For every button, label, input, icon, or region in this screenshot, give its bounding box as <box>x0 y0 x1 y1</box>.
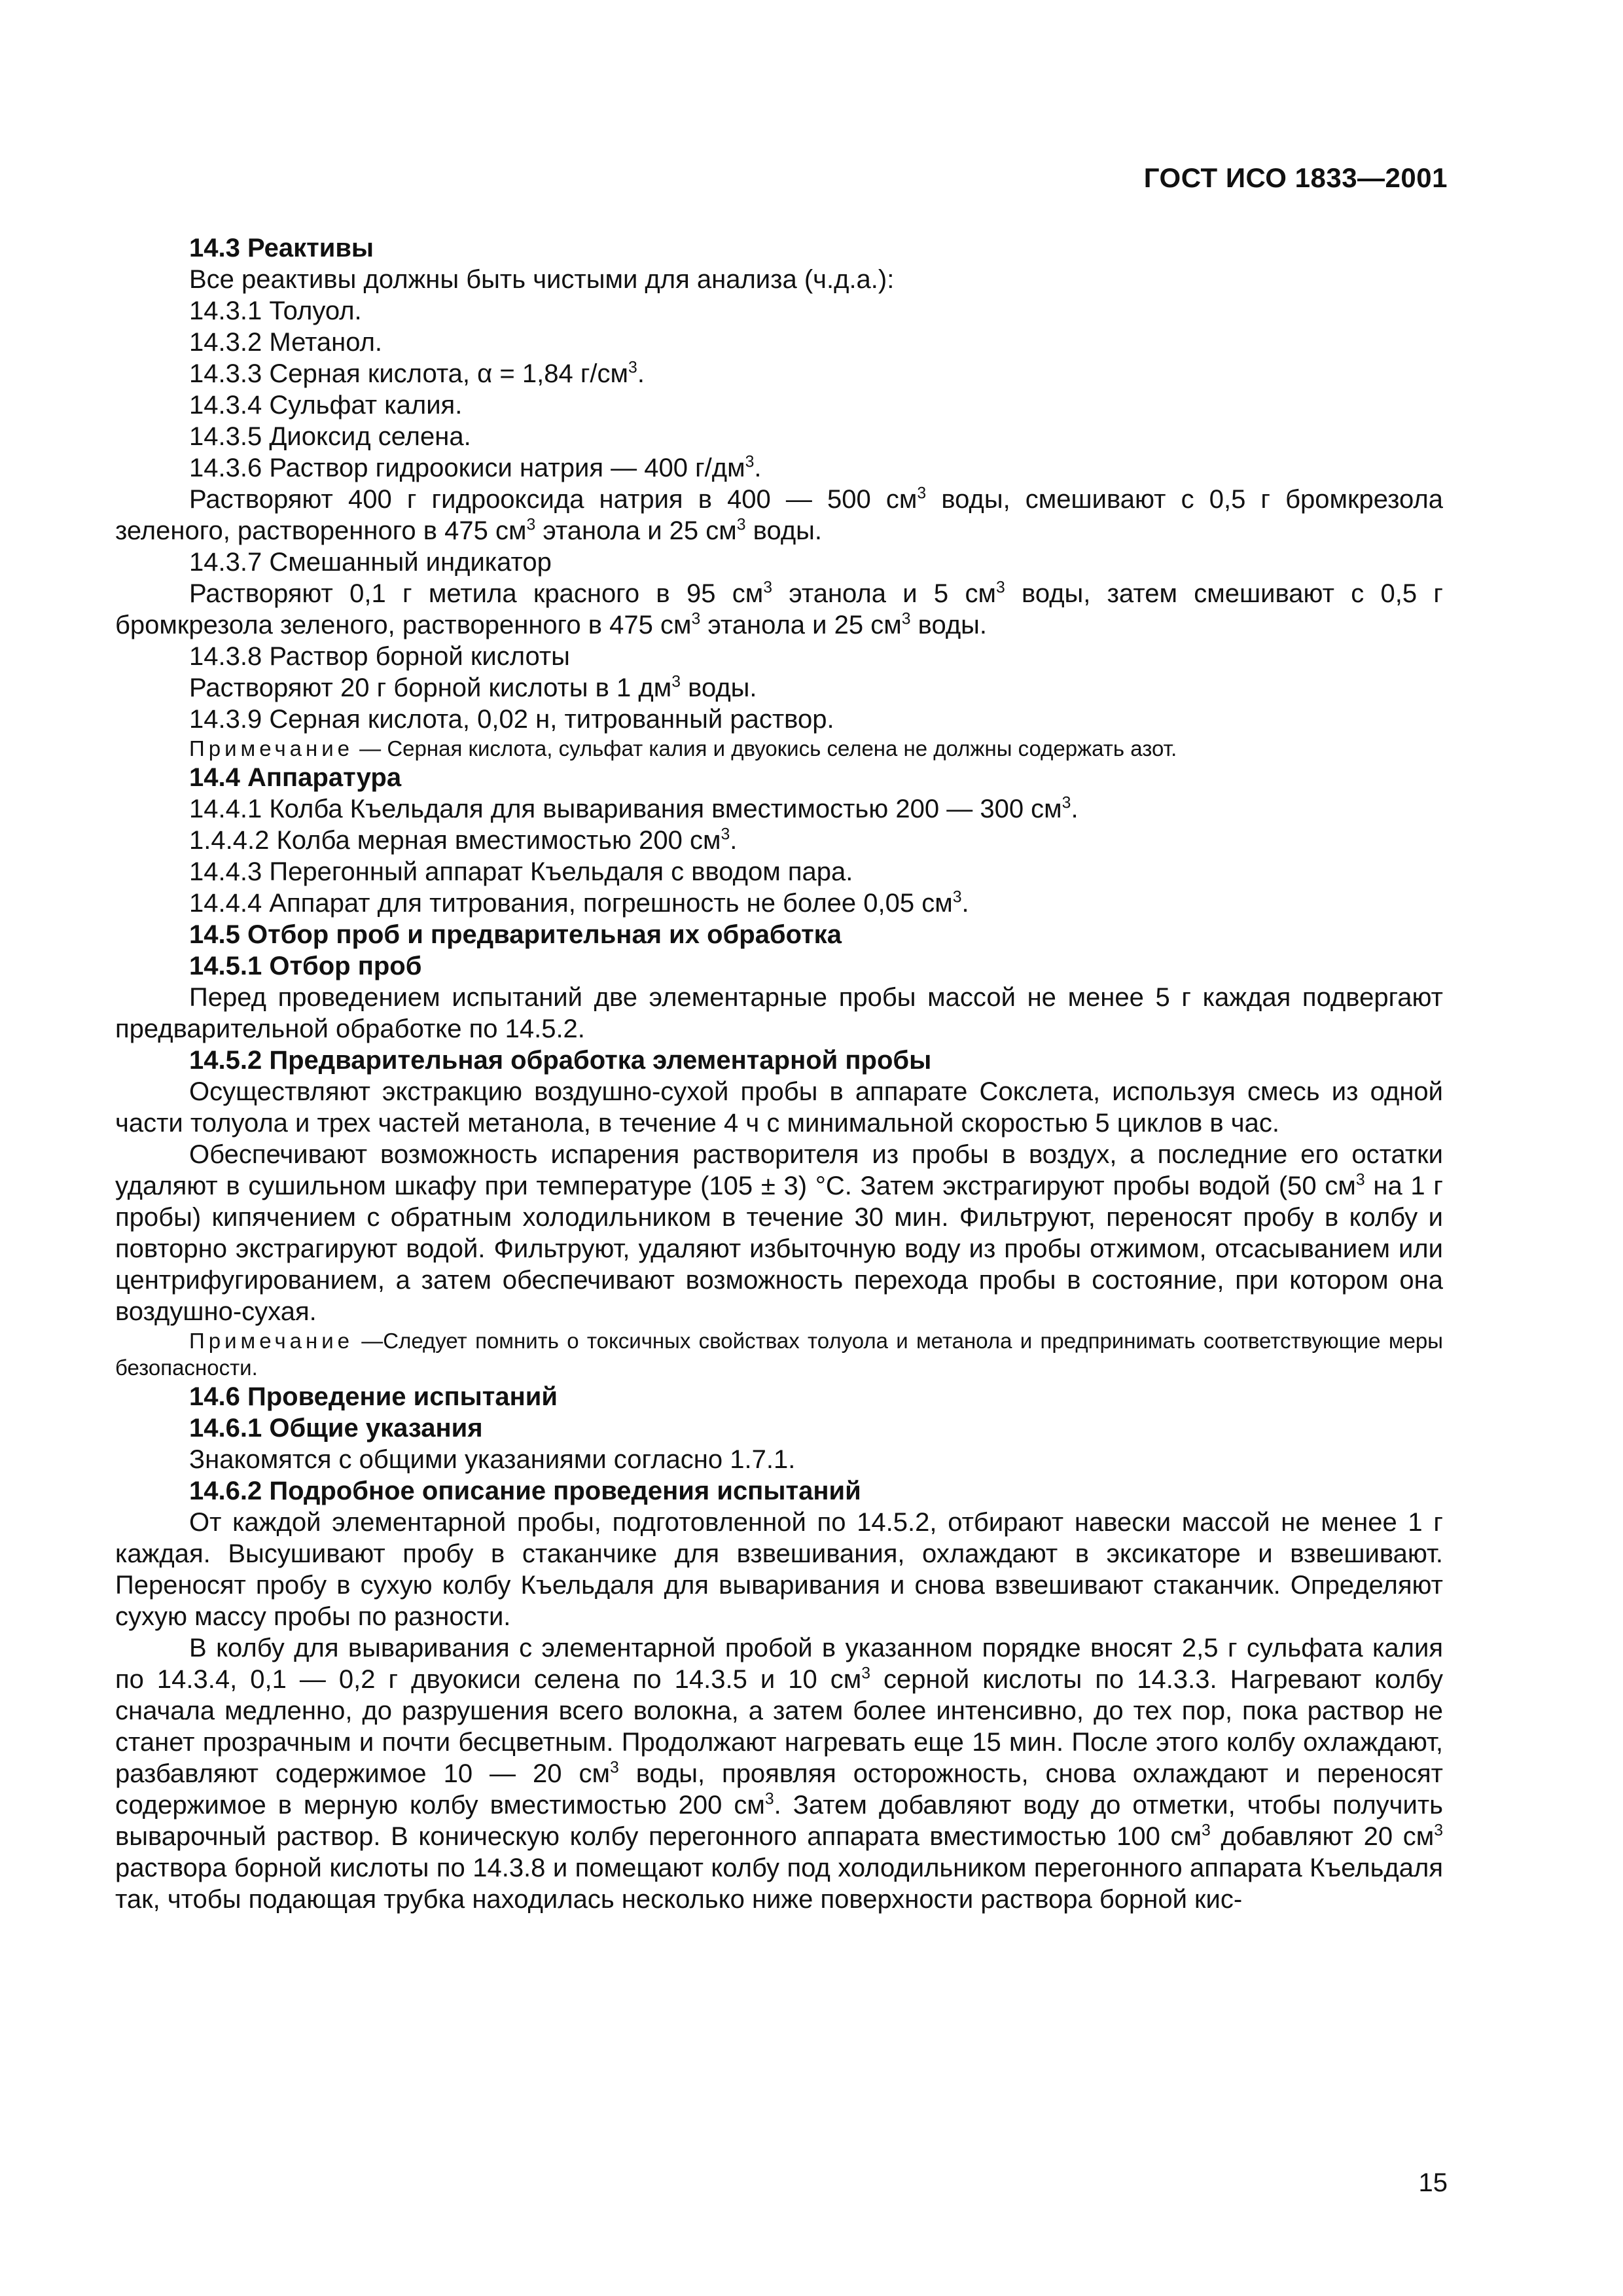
item-14-3-8: 14.3.8 Раствор борной кислоты <box>189 642 570 671</box>
subsection-heading-14-5-1: 14.5.1 Отбор проб <box>189 952 422 980</box>
section-heading-14-3: 14.3 Реактивы <box>189 234 374 262</box>
item-14-3-2: 14.3.2 Метанол. <box>189 328 383 357</box>
paragraph-14-6-1: Знакомятся с общими указаниями согласно 1.7.1. <box>189 1445 796 1474</box>
paragraph-14-5-1: Перед проведением испытаний две элементарные пробы массой не менее 5 г каждая подвергают предварительной обработке по 14.5.2. <box>115 983 1443 1043</box>
item-14-3-3: 14.3.3 Серная кислота, α = 1,84 $г/см^3$. <box>189 359 645 388</box>
paragraph-14-5-2-b: Обеспечивают возможность испарения растворителя из пробы в воздух, а последние его остатки удаляют в сушильном шкафу при температуре (105 ± 3) °С. Затем экстрагируют пробы водой (50 $см^3$ на 1 г пробы) кипячением с обратным холодильником в течение 30 мин. Фильтруют, переносят пробу в колбу и повторно экстрагируют водой. Фильтруют, удаляют избыточную воду из пробы отжимом, отсасыванием или центрифугированием, а затем обеспечивают возможность перехода пробы в состояние, при котором она воздушно-сухая. <box>115 1140 1443 1326</box>
item-14-4-1: 14.4.1 Колба Къельдаля для вываривания вместимостью 200 — 300 $см^3$. <box>189 794 1079 823</box>
document-header: ГОСТ ИСО 1833—2001 <box>1143 162 1448 193</box>
note-14-3: Примечание — Серная кислота, сульфат калия и двуокись селена не должны содержать азот. <box>189 736 1177 761</box>
section-heading-14-4: 14.4 Аппаратура <box>189 763 402 792</box>
paragraph-14-6-2-a: От каждой элементарной пробы, подготовленной по 14.5.2, отбирают навески массой не менее 1 г каждая. Высушивают пробу в стаканчике для взвешивания, охлаждают в эксикаторе и взвешивают. Переносят пробу в сухую колбу Къельдаля для вываривания и снова взвешивают стаканчик. Определяют сухую массу пробы по разности. <box>115 1508 1443 1631</box>
item-14-3-5: 14.3.5 Диоксид селена. <box>189 422 471 451</box>
paragraph-14-3-7: Растворяют 0,1 г метила красного в 95 $см^3$ этанола и 5 $см^3$ воды, затем смешивают с 0,5 г бромкрезола зеленого, растворенного в 475 $см^3$ этанола и 25 $см^3$ воды. <box>115 579 1444 639</box>
item-14-3-6: 14.3.6 Раствор гидроокиси натрия — 400 $г/дм^3$. <box>189 453 762 482</box>
paragraph-14-3-6: Растворяют 400 г гидрооксида натрия в 400 — 500 $см^3$ воды, смешивают с 0,5 г бромкрезола зеленого, растворенного в 475 $см^3$ этанола и 25 $см^3$ воды. <box>115 484 1444 545</box>
paragraph-14-6-2-b: В колбу для вываривания с элементарной пробой в указанном порядке вносят 2,5 г сульфата калия по 14.3.4, 0,1 — 0,2 г двуокиси селена по 14.3.5 и 10 $см^3$ серной кислоты по 14.3.3. Нагревают колбу сначала медленно, до разрушения всего волокна, а затем более интенсивно, до тех пор, пока раствор не станет прозрачным и почти бесцветным. Продолжают нагревать еще 15 мин. После этого колбу охлаждают, разбавляют содержимое 10 — 20 $см^3$ воды, проявляя осторожность, снова охлаждают и переносят содержимое в мерную колбу вместимостью 200 $см^3$. Затем добавляют воду до отметки, чтобы получить выварочный раствор. В коническую колбу перегонного аппарата вместимостью 100 $см^3$ добавляют 20 $см^3$ раствора борной кислоты по 14.3.8 и помещают колбу под холодильником перегонного аппарата Къельдаля так, чтобы подающая трубка находилась несколько ниже поверхности раствора борной кис- <box>115 1634 1444 1914</box>
section-heading-14-6: 14.6 Проведение испытаний <box>189 1382 558 1411</box>
item-14-4-3: 14.4.3 Перегонный аппарат Къельдаля с вводом пара. <box>189 857 853 886</box>
document-body <box>115 232 1443 1915</box>
note-label: Примечание <box>189 1329 354 1353</box>
note-14-5: Примечание —Следует помнить о токсичных свойствах толуола и метанола и предпринимать соответствующие меры безопасности. <box>115 1329 1443 1380</box>
subsection-heading-14-6-2: 14.6.2 Подробное описание проведения испытаний <box>189 1477 861 1505</box>
paragraph-14-3-8: Растворяют 20 г борной кислоты в 1 $дм^3$ воды. <box>189 673 757 702</box>
subsection-heading-14-5-2: 14.5.2 Предварительная обработка элементарной пробы <box>189 1046 932 1075</box>
item-14-3-9: 14.3.9 Серная кислота, 0,02 н, титрованный раствор. <box>189 705 834 734</box>
item-14-3-4: 14.3.4 Сульфат калия. <box>189 391 463 420</box>
paragraph-14-5-2-a: Осуществляют экстракцию воздушно-сухой пробы в аппарате Сокслета, используя смесь из одной части толуола и трех частей метанола, в течение 4 ч с минимальной скоростью 5 циклов в час. <box>115 1077 1443 1138</box>
item-14-3-7: 14.3.7 Смешанный индикатор <box>189 548 552 577</box>
reagents-intro: Все реактивы должны быть чистыми для анализа (ч.д.а.): <box>189 265 895 294</box>
page-number: 15 <box>1418 2168 1448 2197</box>
item-14-4-4: 14.4.4 Аппарат для титрования, погрешность не более 0,05 $см^3$. <box>189 888 969 918</box>
item-14-3-1: 14.3.1 Толуол. <box>189 296 362 325</box>
subsection-heading-14-6-1: 14.6.1 Общие указания <box>189 1414 483 1443</box>
section-heading-14-5: 14.5 Отбор проб и предварительная их обработка <box>189 920 842 949</box>
note-label: Примечание <box>189 736 354 761</box>
item-14-4-2: 1.4.4.2 Колба мерная вместимостью 200 $см^3$. <box>189 825 738 855</box>
